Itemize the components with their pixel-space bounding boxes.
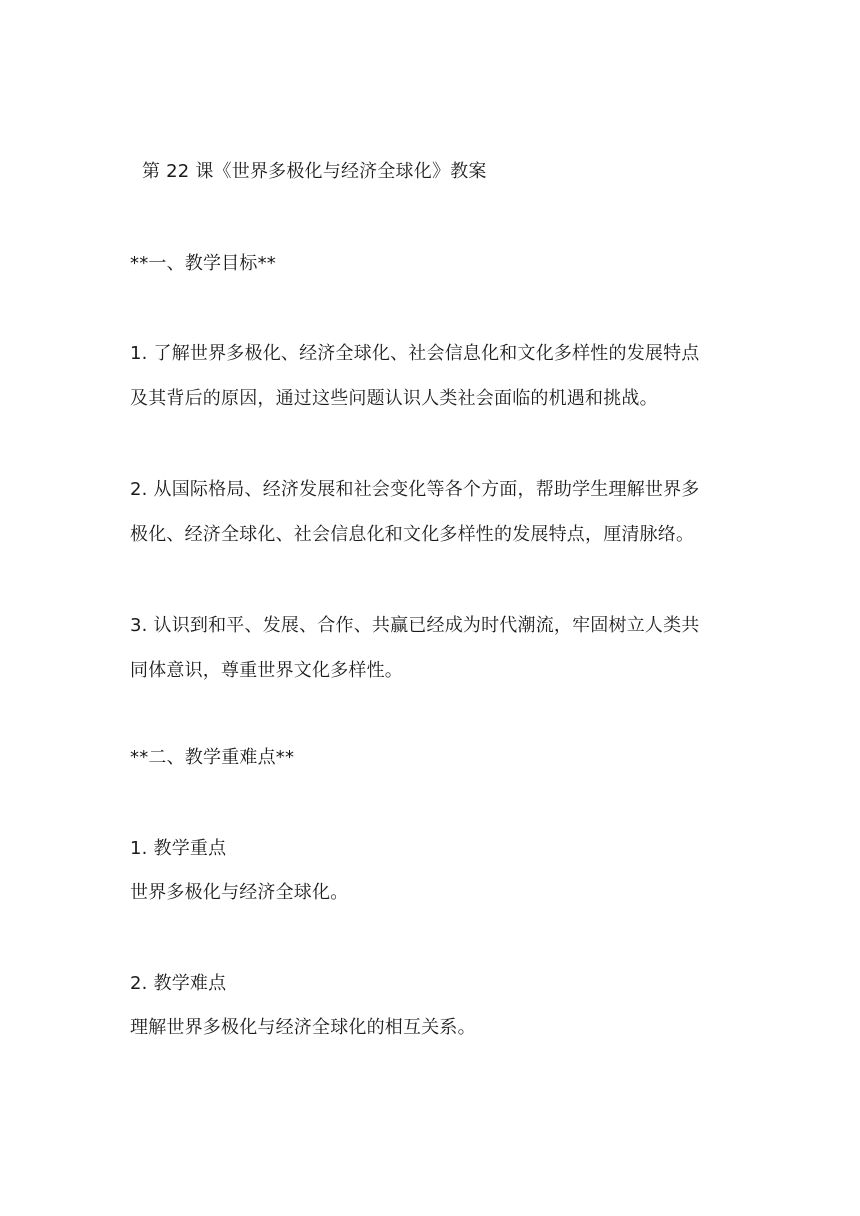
objective-1-line-1: 1. 了解世界多极化、经济全球化、社会信息化和文化多样性的发展特点 — [130, 343, 700, 364]
objective-2-line-2: 极化、经济全球化、社会信息化和文化多样性的发展特点，厘清脉络。 — [130, 524, 695, 545]
section-heading-key-points: **二、教学重难点** — [130, 747, 295, 768]
objective-2-line-1: 2. 从国际格局、经济发展和社会变化等各个方面，帮助学生理解世界多 — [130, 479, 700, 500]
objective-1-line-2: 及其背后的原因，通过这些问题认识人类社会面临的机遇和挑战。 — [130, 388, 658, 409]
objective-3-line-2: 同体意识，尊重世界文化多样性。 — [130, 660, 403, 681]
section-heading-objectives: **一、教学目标** — [130, 253, 276, 274]
key-point-label: 1. 教学重点 — [130, 838, 227, 859]
difficulty-label: 2. 教学难点 — [130, 973, 227, 994]
objective-3-line-1: 3. 认识到和平、发展、合作、共赢已经成为时代潮流，牢固树立人类共 — [130, 615, 700, 636]
difficulty-text: 理解世界多极化与经济全球化的相互关系。 — [130, 1017, 476, 1038]
document-title: 第 22 课《世界多极化与经济全球化》教案 — [142, 161, 487, 182]
key-point-text: 世界多极化与经济全球化。 — [130, 882, 349, 903]
